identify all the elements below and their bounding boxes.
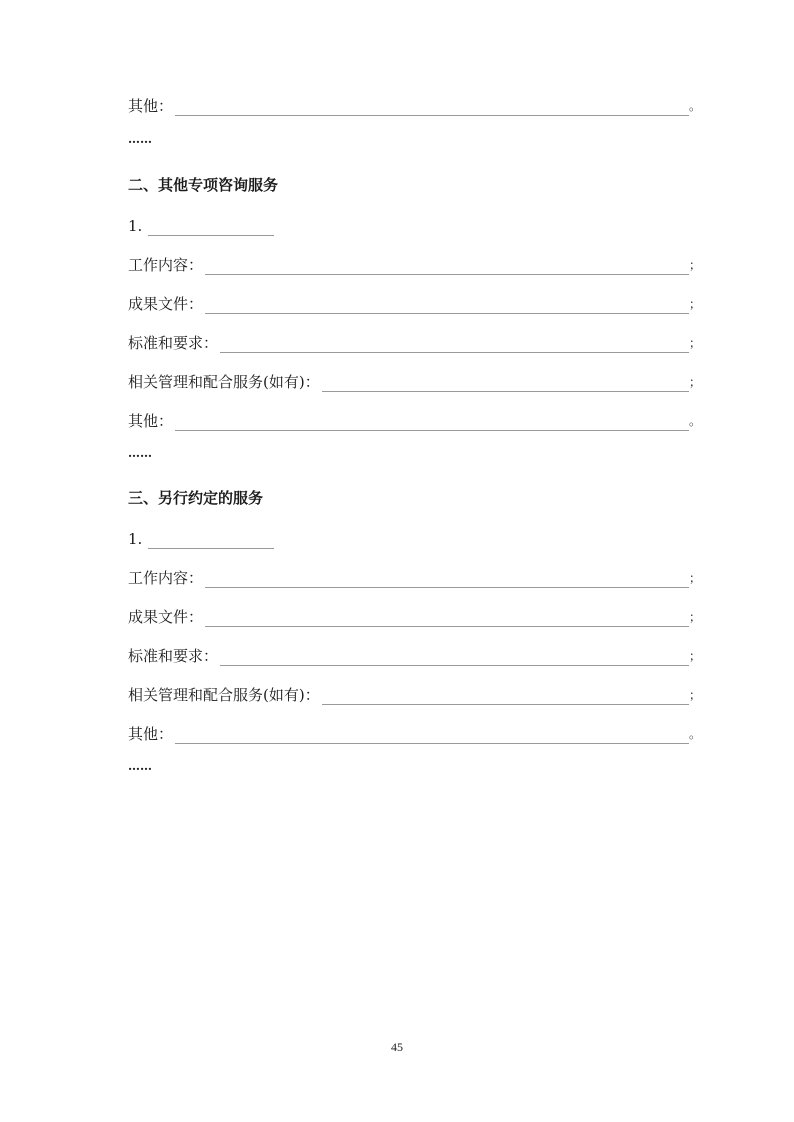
field-end-punct: ； [689, 610, 702, 624]
ellipsis: …… [128, 446, 152, 460]
page-number: 45 [391, 1040, 403, 1054]
field-end-punct: ； [689, 297, 702, 311]
field-row-management-services [128, 368, 689, 392]
fill-in-blank[interactable] [205, 258, 689, 275]
field-label: 其他： [128, 725, 174, 743]
field-row-work-content [128, 564, 689, 588]
field-row-work-content [128, 251, 689, 275]
field-label: 其他： [128, 97, 174, 115]
field-end-punct: ； [689, 375, 702, 389]
field-label: 成果文件： [128, 295, 204, 313]
section-heading-3: 三、另行约定的服务 [128, 489, 264, 507]
field-label: 成果文件： [128, 608, 204, 626]
item-title-blank[interactable] [148, 219, 274, 236]
field-row-standards [128, 329, 689, 353]
fill-in-blank[interactable] [175, 727, 689, 744]
item-number-row [128, 525, 274, 549]
field-label: 标准和要求： [128, 334, 219, 352]
field-row-deliverables [128, 290, 689, 314]
item-title-blank[interactable] [148, 532, 274, 549]
field-row-other-top [128, 92, 689, 116]
field-label: 工作内容： [128, 569, 204, 587]
field-end-punct: ； [689, 336, 702, 350]
fill-in-blank[interactable] [175, 99, 689, 116]
field-end-punct: ； [689, 571, 702, 585]
field-row-other [128, 720, 689, 744]
field-label: 相关管理和配合服务(如有)： [128, 373, 320, 391]
section-heading-2: 二、其他专项咨询服务 [128, 176, 279, 194]
field-end-punct: 。 [689, 99, 702, 113]
field-end-punct: 。 [689, 414, 702, 428]
fill-in-blank[interactable] [220, 336, 689, 353]
item-number: 1. [128, 530, 143, 548]
field-row-standards [128, 642, 689, 666]
fill-in-blank[interactable] [322, 688, 689, 705]
fill-in-blank[interactable] [220, 649, 689, 666]
field-row-management-services [128, 681, 689, 705]
field-end-punct: ； [689, 688, 702, 702]
ellipsis: …… [128, 759, 152, 773]
field-label: 其他： [128, 412, 174, 430]
field-row-deliverables [128, 603, 689, 627]
fill-in-blank[interactable] [205, 571, 689, 588]
field-label: 相关管理和配合服务(如有)： [128, 686, 320, 704]
field-end-punct: ； [689, 649, 702, 663]
field-end-punct: ； [689, 258, 702, 272]
fill-in-blank[interactable] [322, 375, 689, 392]
item-number: 1. [128, 217, 143, 235]
field-row-other [128, 407, 689, 431]
field-label: 标准和要求： [128, 647, 219, 665]
ellipsis: …… [128, 132, 152, 146]
item-number-row [128, 212, 274, 236]
fill-in-blank[interactable] [175, 414, 689, 431]
fill-in-blank[interactable] [205, 610, 689, 627]
fill-in-blank[interactable] [205, 297, 689, 314]
field-end-punct: 。 [689, 727, 702, 741]
field-label: 工作内容： [128, 256, 204, 274]
